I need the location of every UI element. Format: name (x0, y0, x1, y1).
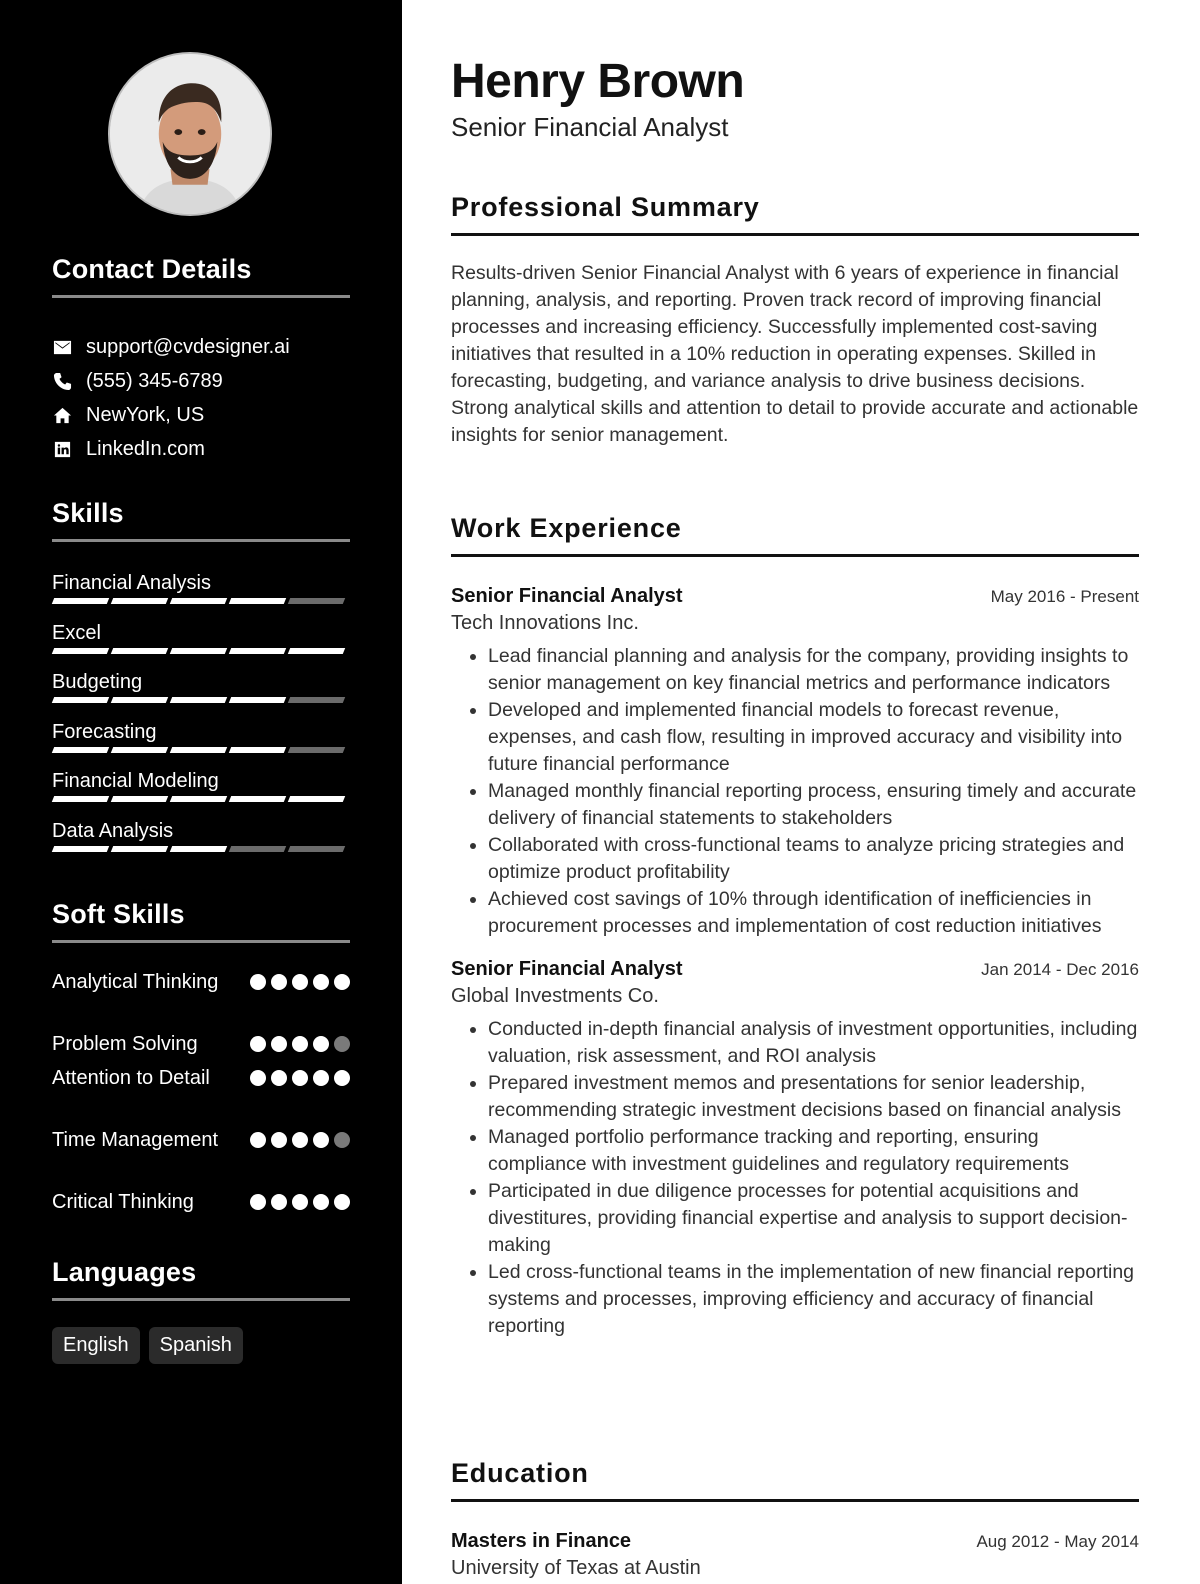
skill-item (52, 812, 350, 862)
skill-level-segment (288, 846, 345, 852)
linkedin-icon (52, 439, 72, 459)
profile-photo (108, 52, 272, 216)
skill-level-segment (52, 648, 109, 654)
skill-level-segment (111, 648, 168, 654)
contact-linkedin[interactable] (52, 432, 350, 466)
rating-dot (271, 1070, 287, 1086)
skill-level-segment (170, 598, 227, 604)
soft-skill-item (52, 1031, 350, 1065)
skill-level-segment (170, 747, 227, 753)
skill-name: Financial Modeling (52, 770, 219, 792)
section-divider (52, 295, 350, 298)
soft-skill-rating (250, 1036, 350, 1052)
skills-list (52, 564, 350, 861)
rating-dot (250, 1132, 266, 1148)
languages-list (52, 1327, 350, 1364)
skill-level-segment (111, 697, 168, 703)
rating-dot (292, 1194, 308, 1210)
phone-icon (52, 371, 72, 391)
job-dates: Jan 2014 - Dec 2016 (981, 960, 1139, 979)
skill-level-segment (52, 747, 109, 753)
rating-dot (292, 1036, 308, 1052)
skill-name: Excel (52, 621, 101, 644)
language-chip: English (52, 1327, 140, 1364)
skill-level-segment (288, 747, 345, 753)
contact-title: Contact Details (52, 254, 252, 284)
job-bullet: • Participated in due diligence processes for potential acquisitions and divestitures, providing financial expertise and analysis to support decision-making (488, 1178, 1139, 1259)
education-header (451, 1530, 1139, 1553)
rating-dot (292, 1070, 308, 1086)
summary-section (451, 191, 1139, 236)
home-icon (52, 405, 72, 425)
skill-level-segment (229, 598, 286, 604)
experience-title: Work Experience (451, 513, 682, 543)
skills-title: Skills (52, 498, 124, 528)
rating-dot (271, 1132, 287, 1148)
job-company: Tech Innovations Inc. (451, 612, 639, 634)
skill-level-segment (111, 747, 168, 753)
education-entry (451, 1530, 1139, 1580)
section-divider (451, 1499, 1139, 1502)
contact-section (52, 253, 350, 466)
rating-dot (334, 1194, 350, 1210)
job-title: Senior Financial Analyst (451, 958, 683, 980)
experience-section (451, 512, 1139, 1340)
contact-linkedin-text: LinkedIn.com (86, 437, 205, 460)
rating-dot (271, 1194, 287, 1210)
soft-skills-list (52, 969, 350, 1223)
soft-skill-name: Time Management (52, 1129, 218, 1151)
job-bullet: • Developed and implemented financial models to forecast revenue, expenses, and cash flow, resulting in improved accuracy and visibility into future financial performance (488, 697, 1139, 778)
rating-dot (271, 974, 287, 990)
summary-text: Results-driven Senior Financial Analyst with 6 years of experience in financial planning, analysis, and reporting. Proven track record of improving financial processes and increasing efficiency. Successfully implemented cost-saving initiatives that resulted in a 10% reduction in operating expenses. Skilled in forecasting, budgeting, and variance analysis to drive business decisions. Strong analytical skills and attention to detail to provide accurate and actionable insights for senior management. (451, 262, 1139, 446)
rating-dot (313, 1036, 329, 1052)
skill-level-segment (229, 846, 286, 852)
skill-level-bar (53, 648, 344, 654)
soft-skill-rating (250, 1194, 350, 1210)
soft-skill-item (52, 1127, 350, 1189)
rating-dot (250, 1036, 266, 1052)
candidate-name: Henry Brown (451, 55, 745, 108)
rating-dot (313, 1070, 329, 1086)
section-divider (52, 539, 350, 542)
rating-dot (313, 974, 329, 990)
soft-skills-title: Soft Skills (52, 899, 185, 929)
soft-skill-name: Critical Thinking (52, 1191, 194, 1213)
section-divider (52, 1298, 350, 1301)
job-header (451, 585, 1139, 608)
languages-section (52, 1256, 350, 1364)
soft-skill-item (52, 1065, 350, 1127)
job-bullet: • Managed portfolio performance tracking and reporting, ensuring compliance with investment guidelines and regulatory requirements (488, 1124, 1139, 1178)
soft-skill-item (52, 969, 350, 1031)
job-dates: May 2016 - Present (990, 587, 1139, 606)
education-title: Education (451, 1458, 589, 1488)
skill-level-segment (288, 697, 345, 703)
skill-item (52, 564, 350, 614)
skill-name: Forecasting (52, 720, 157, 743)
language-chip: Spanish (149, 1327, 243, 1364)
soft-skill-rating (250, 1070, 350, 1086)
job-bullet: • Led cross-functional teams in the implementation of new financial reporting systems and processes, improving efficiency and accuracy of financial reporting (488, 1259, 1139, 1340)
section-divider (451, 233, 1139, 236)
skill-level-segment (229, 648, 286, 654)
summary-title: Professional Summary (451, 192, 760, 222)
contact-list (52, 330, 350, 466)
candidate-role: Senior Financial Analyst (451, 112, 729, 142)
rating-dot (271, 1036, 287, 1052)
contact-email[interactable] (52, 330, 350, 364)
rating-dot (334, 1070, 350, 1086)
soft-skill-name: Analytical Thinking (52, 971, 219, 993)
rating-dot (334, 974, 350, 990)
job-header (451, 958, 1139, 981)
skill-level-segment (170, 697, 227, 703)
rating-dot (292, 1132, 308, 1148)
skill-level-bar (53, 846, 344, 852)
skill-level-segment (170, 796, 227, 802)
contact-phone-text: (555) 345-6789 (86, 369, 223, 392)
skill-level-segment (229, 796, 286, 802)
soft-skill-rating (250, 1132, 350, 1148)
soft-skill-name: Attention to Detail (52, 1067, 210, 1089)
job-company: Global Investments Co. (451, 985, 659, 1007)
contact-location (52, 398, 350, 432)
job-bullet: • Conducted in-depth financial analysis of investment opportunities, including valuation, risk assessment, and ROI analysis (488, 1016, 1139, 1070)
job-entry (451, 958, 1139, 1340)
job-bullet: • Prepared investment memos and presentations for senior leadership, recommending strategic investment decisions based on financial analysis (488, 1070, 1139, 1124)
skill-level-segment (111, 598, 168, 604)
education-dates: Aug 2012 - May 2014 (976, 1532, 1139, 1551)
job-bullets (451, 1016, 1139, 1340)
contact-phone[interactable] (52, 364, 350, 398)
rating-dot (313, 1132, 329, 1148)
rating-dot (250, 1070, 266, 1086)
skill-level-segment (52, 598, 109, 604)
education-degree: Masters in Finance (451, 1530, 632, 1552)
section-divider (52, 940, 350, 943)
skill-level-segment (52, 796, 109, 802)
job-bullet: • Lead financial planning and analysis for the company, providing insights to senior management on key financial metrics and performance indicators (488, 643, 1139, 697)
skill-item (52, 663, 350, 713)
sidebar (0, 0, 402, 1584)
person-photo-icon (110, 54, 270, 214)
job-bullet: • Achieved cost savings of 10% through identification of inefficiencies in procurement processes and implementation of cost reduction initiatives (488, 886, 1139, 940)
skill-level-segment (170, 648, 227, 654)
skill-name: Financial Analysis (52, 572, 211, 594)
skill-item (52, 762, 350, 812)
contact-email-text: support@cvdesigner.ai (86, 335, 290, 358)
job-bullet: • Collaborated with cross-functional teams to analyze pricing strategies and optimize product profitability (488, 832, 1139, 886)
skill-level-segment (229, 747, 286, 753)
skill-level-segment (111, 846, 168, 852)
skill-level-segment (52, 846, 109, 852)
rating-dot (292, 974, 308, 990)
job-title: Senior Financial Analyst (451, 585, 683, 607)
languages-title: Languages (52, 1257, 197, 1287)
skill-level-bar (53, 598, 344, 604)
skill-level-segment (111, 796, 168, 802)
rating-dot (250, 974, 266, 990)
skills-section (52, 497, 350, 861)
skill-level-segment (52, 697, 109, 703)
rating-dot (250, 1194, 266, 1210)
job-bullet: • Managed monthly financial reporting process, ensuring timely and accurate delivery of financial statements to stakeholders (488, 778, 1139, 832)
job-entry (451, 585, 1139, 940)
rating-dot (313, 1194, 329, 1210)
skill-level-bar (53, 697, 344, 703)
soft-skill-item (52, 1189, 350, 1223)
skill-name: Budgeting (52, 671, 143, 693)
skill-level-segment (229, 697, 286, 703)
skill-item (52, 713, 350, 763)
soft-skill-name: Problem Solving (52, 1033, 198, 1055)
soft-skills-section (52, 898, 350, 1223)
job-bullets (451, 643, 1139, 940)
skill-level-segment (288, 796, 345, 802)
soft-skill-rating (250, 974, 350, 990)
skill-level-segment (288, 648, 345, 654)
envelope-icon (52, 337, 72, 357)
rating-dot (334, 1132, 350, 1148)
skill-level-segment (170, 846, 227, 852)
contact-location-text: NewYork, US (86, 403, 205, 426)
skill-level-bar (53, 796, 344, 802)
education-school: University of Texas at Austin (451, 1557, 701, 1579)
section-divider (451, 554, 1139, 557)
skill-name: Data Analysis (52, 819, 174, 842)
skill-level-bar (53, 747, 344, 753)
skill-level-segment (288, 598, 345, 604)
education-section (451, 1457, 1139, 1580)
skill-item (52, 614, 350, 664)
rating-dot (334, 1036, 350, 1052)
